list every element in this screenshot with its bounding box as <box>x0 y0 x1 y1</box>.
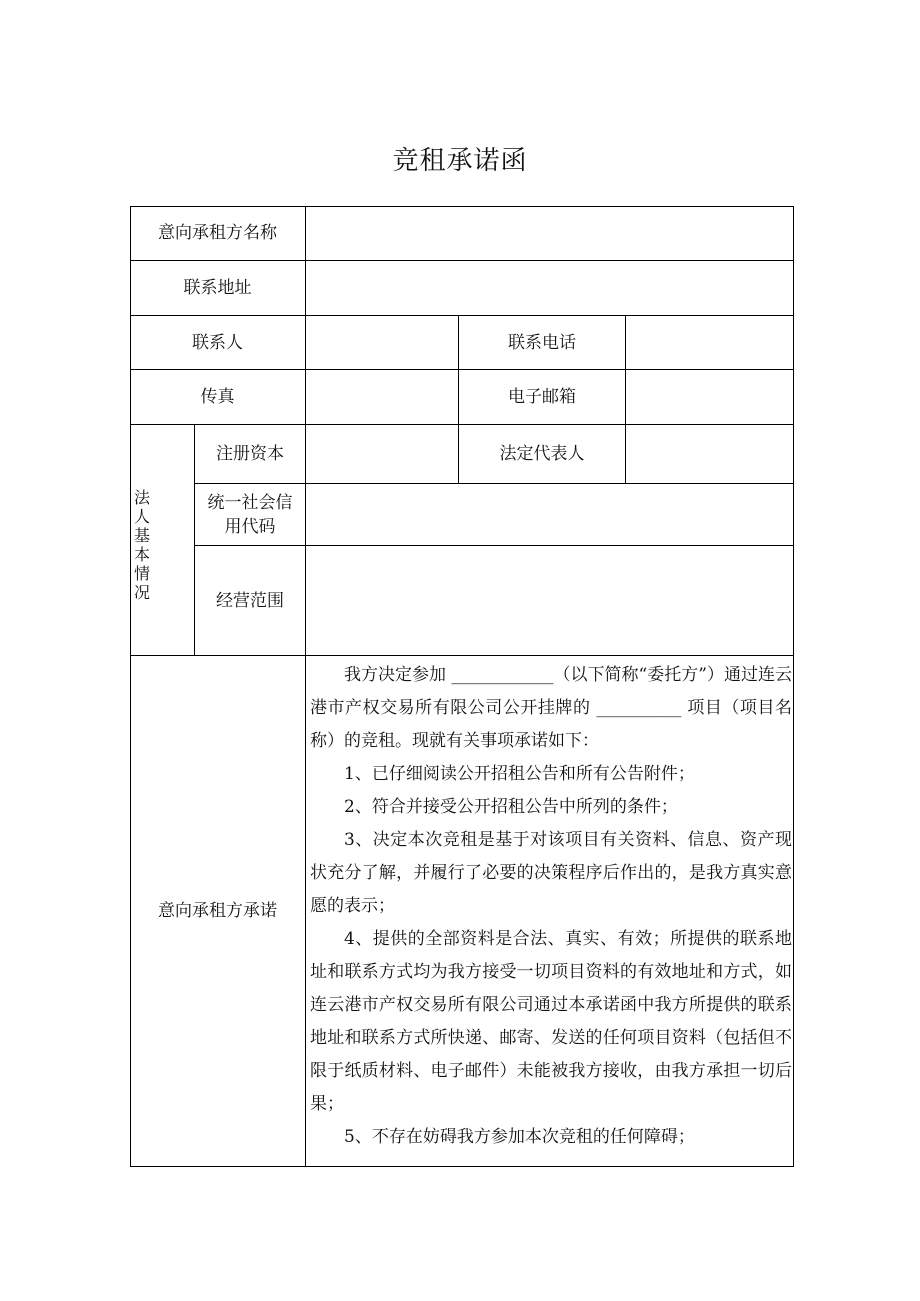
address-label: 联系地址 <box>183 278 252 298</box>
table-border-bottom <box>130 1166 794 1167</box>
commitment-item-2: 2、符合并接受公开招租公告中所列的条件； <box>344 797 678 817</box>
address-field[interactable] <box>306 261 793 315</box>
legal-rep-label: 法定代表人 <box>499 444 585 464</box>
commitment-item-4: 4、提供的全部资料是合法、真实、有效；所提供的联系地址和联系方式均为我方接受一切项目资料的有效地址和方式，如连云港市产权交易所有限公司通过本承诺函中我方所提供的联系地址和联系方式所快递、邮寄、发送的任何项目资料（包括但不限于纸质材料、电子邮件）未能被我方接收，由我方承担一切后果； <box>310 929 792 1114</box>
commitment-label: 意向承租方承诺 <box>158 901 277 921</box>
commitment-text <box>310 659 792 1154</box>
registered-capital-label: 注册资本 <box>216 444 284 464</box>
credit-code-field[interactable] <box>306 484 793 545</box>
contact-person-field[interactable] <box>306 316 458 369</box>
commitment-form-table <box>130 206 794 1168</box>
credit-code-label <box>195 484 305 545</box>
lessee-name-field[interactable] <box>306 207 793 260</box>
phone-label: 联系电话 <box>508 332 576 353</box>
page-title: 竞租承诺函 <box>392 146 528 176</box>
legal-rep-field[interactable] <box>626 425 793 483</box>
credit-code-label-line2: 用代码 <box>224 516 276 537</box>
phone-field[interactable] <box>626 316 793 369</box>
commitment-paragraph: 我方决定参加 ____________（以下简称“委托方”）通过连云港市产权交易所有限公司公开挂牌的 __________ 项目（项目名称）的竞租。现就有关事项承诺如下： <box>310 665 792 751</box>
commitment-item-3: 3、决定本次竞租是基于对该项目有关资料、信息、资产现状充分了解，并履行了必要的决策程序后作出的，是我方真实意愿的表示； <box>310 830 792 916</box>
contact-person-label: 联系人 <box>192 332 243 353</box>
fax-field[interactable] <box>306 370 458 424</box>
credit-code-label-line1: 统一社会信 <box>207 492 293 513</box>
legal-entity-section-label: 法人基本情况 <box>133 488 150 602</box>
lessee-name-label: 意向承租方名称 <box>158 223 277 243</box>
fax-label: 传真 <box>200 387 235 407</box>
email-field[interactable] <box>626 370 793 424</box>
business-scope-label: 经营范围 <box>216 590 284 611</box>
registered-capital-field[interactable] <box>306 425 458 483</box>
commitment-item-5: 5、不存在妨碍我方参加本次竞租的任何障碍； <box>344 1127 695 1147</box>
business-scope-field[interactable] <box>306 546 793 655</box>
table-border-right <box>793 206 794 1167</box>
email-label: 电子邮箱 <box>508 387 576 407</box>
commitment-item-1: 1、已仔细阅读公开招租公告和所有公告附件； <box>344 764 695 784</box>
